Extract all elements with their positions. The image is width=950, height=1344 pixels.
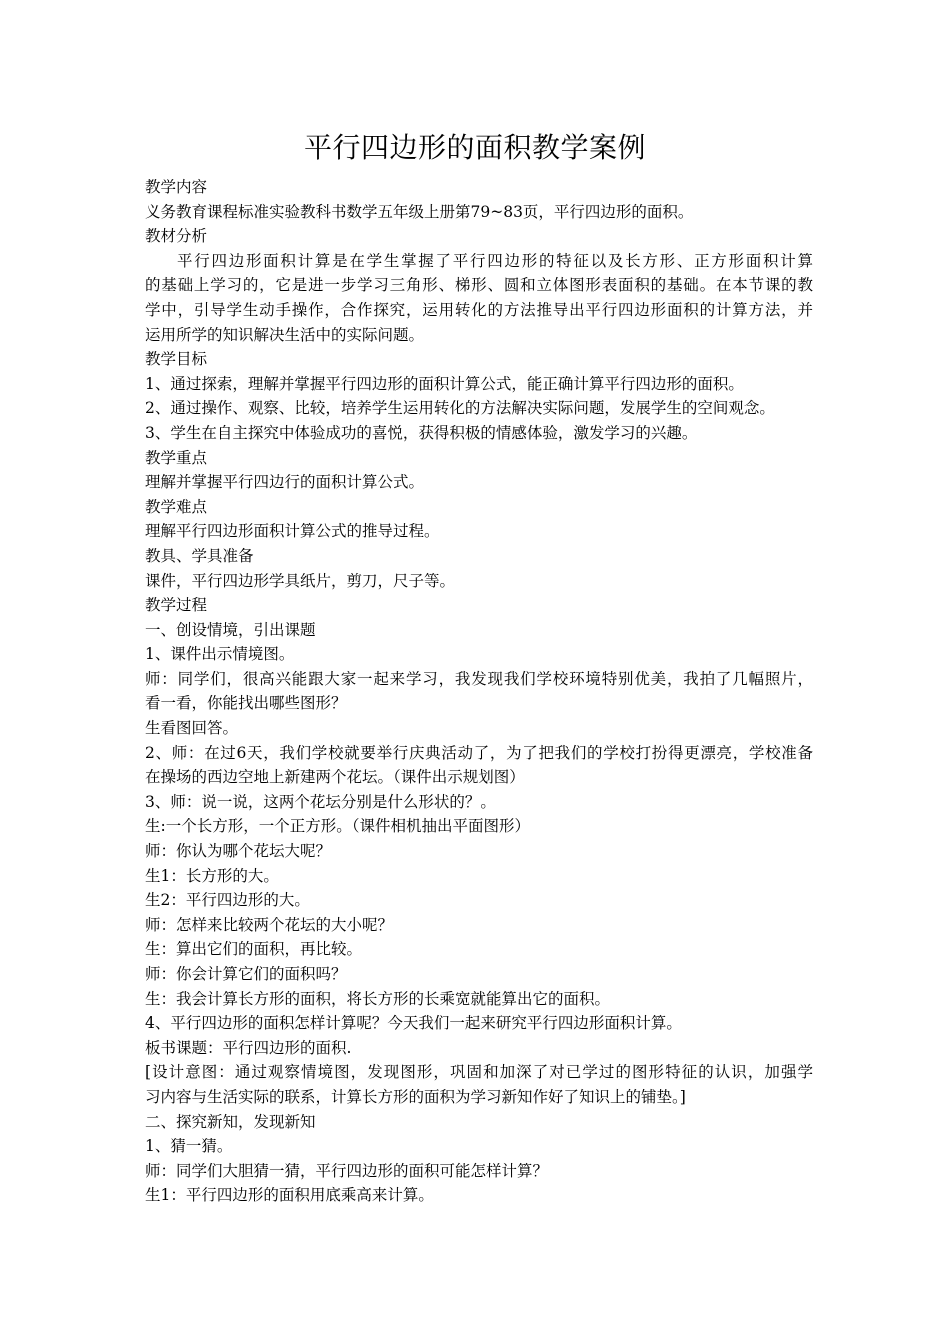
text-line: 教具、学具准备 — [145, 546, 254, 565]
text-line: 习内容与生活实际的联系，计算长方形的面积为学习新知作好了知识上的铺垫。] — [145, 1087, 686, 1106]
text-line: 教学难点 — [145, 497, 208, 516]
text-line: 3、学生在自主探究中体验成功的喜悦，获得积极的情感体验，激发学习的兴趣。 — [145, 423, 698, 442]
document-body — [145, 175, 813, 1208]
text-line: 教学重点 — [145, 448, 208, 467]
text-line: 2、师：在过6天，我们学校就要举行庆典活动了，为了把我们的学校打扮得更漂亮，学校准备 — [145, 743, 813, 762]
text-line: [设计意图：通过观察情境图，发现图形，巩固和加深了对已学过的图形特征的认识，加强学 — [145, 1063, 813, 1082]
text-line: 师：你会计算它们的面积吗？ — [145, 965, 347, 983]
text-line: 教学过程 — [145, 596, 208, 615]
text-line: 一、创设情境，引出课题 — [145, 620, 316, 639]
text-line: 1、课件出示情境图。 — [145, 645, 295, 664]
text-line: 生1：长方形的大。 — [145, 866, 279, 885]
text-line: 师：同学们，很高兴能跟大家一起来学习，我发现我们学校环境特别优美，我拍了几幅照片， — [145, 669, 813, 688]
text-line: 生1：平行四边形的面积用底乘高来计算。 — [145, 1186, 434, 1205]
text-line: 教学目标 — [145, 350, 208, 369]
text-line: 生：算出它们的面积，再比较。 — [145, 940, 363, 959]
text-line: 板书课题：平行四边形的面积. — [145, 1038, 352, 1057]
text-line: 4、平行四边形的面积怎样计算呢？今天我们一起来研究平行四边形面积计算。 — [145, 1014, 682, 1033]
text-line: 生2：平行四边形的大。 — [145, 891, 310, 910]
text-line: 3、师：说一说，这两个花坛分别是什么形状的？。 — [145, 792, 496, 811]
text-line: 理解平行四边形面积计算公式的推导过程。 — [145, 522, 440, 541]
text-line: 生:一个长方形，一个正方形。（课件相机抽出平面图形） — [145, 817, 530, 836]
text-line: 在操场的西边空地上新建两个花坛。（课件出示规划图） — [145, 768, 525, 787]
document-title: 平行四边形的面积教学案例 — [303, 131, 646, 164]
text-line: 理解并掌握平行四边行的面积计算公式。 — [145, 473, 425, 492]
text-line: 师：同学们大胆猜一猜，平行四边形的面积可能怎样计算？ — [145, 1161, 549, 1180]
text-line: 1、通过探索，理解并掌握平行四边形的面积计算公式，能正确计算平行四边形的面积。 — [145, 374, 744, 393]
text-line: 平行四边形面积计算是在学生掌握了平行四边形的特征以及长方形、正方形面积计算 — [177, 251, 813, 270]
text-line: 师：你认为哪个花坛大呢？ — [145, 842, 332, 861]
text-line: 看一看，你能找出哪些图形？ — [145, 694, 347, 713]
text-line: 的基础上学习的，它是进一步学习三角形、梯形、圆和立体图形表面积的基础。在本节课的教 — [145, 276, 813, 295]
text-line: 教材分析 — [145, 227, 208, 246]
text-line: 生看图回答。 — [145, 719, 239, 738]
text-line: 课件，平行四边形学具纸片，剪刀，尺子等。 — [145, 571, 456, 590]
text-line: 教学内容 — [145, 178, 208, 196]
text-line: 师：怎样来比较两个花坛的大小呢？ — [145, 915, 394, 934]
text-line: 二、探究新知，发现新知 — [145, 1112, 316, 1131]
text-line: 1、猜一猜。 — [145, 1137, 233, 1156]
text-line: 2、通过操作、观察、比较，培养学生运用转化的方法解决实际问题，发展学生的空间观念。 — [145, 399, 775, 418]
text-line: 生：我会计算长方形的面积，将长方形的长乘宽就能算出它的面积。 — [145, 989, 611, 1008]
text-line: 学中，引导学生动手操作，合作探究，运用转化的方法推导出平行四边形面积的计算方法，并 — [145, 300, 813, 319]
text-line: 义务教育课程标准实验教科书数学五年级上册第79~83页，平行四边形的面积。 — [145, 202, 694, 221]
text-line: 运用所学的知识解决生活中的实际问题。 — [145, 325, 425, 344]
